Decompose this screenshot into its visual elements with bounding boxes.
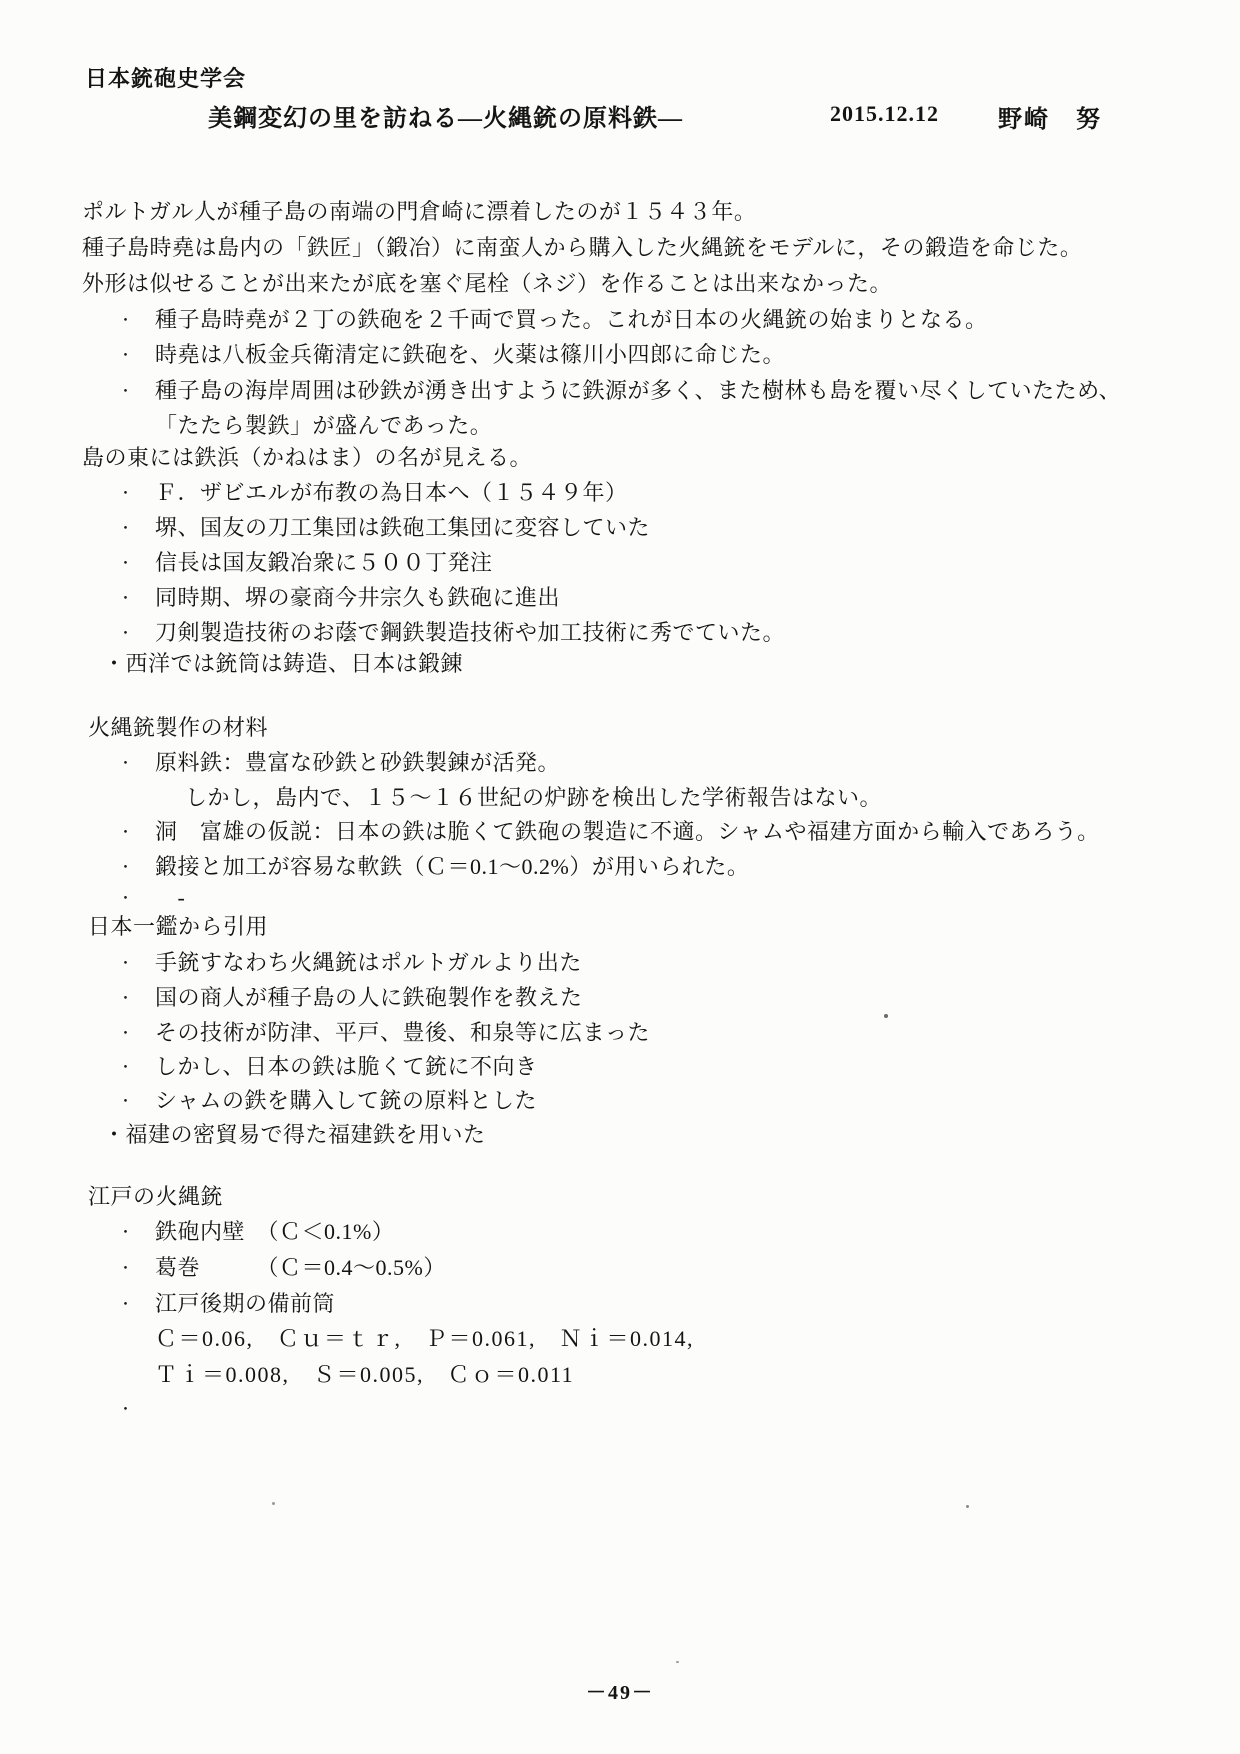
bullet-text: 江戸後期の備前筒 [155, 1291, 336, 1316]
bullet-item [118, 619, 785, 648]
chemical-composition-line: Ｔｉ＝0.008, Ｓ＝0.005, Ｃｏ＝0.011 [155, 1362, 575, 1387]
bullet-item [118, 1290, 335, 1319]
bullet-item [118, 1087, 537, 1116]
bullet-icon: ・ [118, 1026, 134, 1042]
bullet-continuation: しかし，島内で、１５～１６世紀の炉跡を検出した学術報告はない。 [185, 785, 883, 810]
bullet-item [118, 1254, 446, 1283]
dot-item: ・福建の密貿易で得た福建鉄を用いた [103, 1122, 486, 1147]
bullet-icon: ・ [118, 1261, 134, 1277]
bullet-icon: ・ [118, 756, 134, 772]
bullet-icon: ・ [118, 825, 134, 841]
bullet-item [118, 584, 560, 613]
bullet-text: 種子島時堯が２丁の鉄砲を２千両で買った。これが日本の火縄銃の始まりとなる。 [155, 307, 988, 332]
bullet-item-empty [118, 1395, 155, 1424]
bullet-icon: ・ [118, 348, 134, 364]
bullet-text: - [155, 885, 186, 910]
bullet-text: しかし、日本の鉄は脆くて銃に不向き [155, 1054, 538, 1079]
bullet-icon: ・ [118, 1225, 134, 1241]
bullet-icon: ・ [118, 1094, 134, 1110]
bullet-text: 刀剣製造技術のお蔭で鋼鉄製造技術や加工技術に秀でていた。 [155, 620, 786, 645]
bullet-icon: ・ [118, 591, 134, 607]
bullet-item [118, 949, 582, 978]
document-date: 2015.12.12 [830, 101, 939, 126]
paragraph: 外形は似せることが出来たが底を塞ぐ尾栓（ネジ）を作ることは出来なかった。 [82, 271, 893, 296]
bullet-text: 手銃すなわち火縄銃はポルトガルより出た [155, 950, 582, 975]
bullet-text: 洞 富雄の仮説：日本の鉄は脆くて鉄砲の製造に不適。シャムや福建方面から輸入であろう。 [155, 819, 1100, 844]
bullet-text: 堺、国友の刀工集団は鉄砲工集団に変容していた [155, 515, 651, 540]
page-number: －49－ [586, 1682, 654, 1704]
section-heading: 日本一鑑から引用 [88, 914, 269, 939]
bullet-text: 同時期、堺の豪商今井宗久も鉄砲に進出 [155, 585, 561, 610]
bullet-icon: ・ [118, 1060, 134, 1076]
society-name: 日本銃砲史学会 [85, 66, 247, 91]
bullet-item [118, 749, 560, 778]
bullet-item-empty [118, 884, 185, 913]
bullet-icon: ・ [118, 1297, 134, 1313]
bullet-item [118, 549, 493, 578]
bullet-icon: ・ [118, 384, 134, 400]
paragraph: 種子島時堯は島内の「鉄匠」（鍛冶）に南蛮人から購入した火縄銃をモデルに，その鍛造を命じた。 [82, 235, 1083, 260]
bullet-item [118, 1218, 394, 1247]
bullet-text: 国の商人が種子島の人に鉄砲製作を教えた [155, 985, 583, 1010]
bullet-icon: ・ [118, 891, 134, 907]
chemical-composition-line: Ｃ＝0.06, Ｃｕ＝ｔｒ, Ｐ＝0.061, Ｎｉ＝0.014, [155, 1326, 695, 1351]
scan-speck [272, 1502, 275, 1505]
paragraph: ポルトガル人が種子島の南端の門倉崎に漂着したのが１５４３年。 [82, 199, 757, 224]
bullet-icon: ・ [118, 313, 134, 329]
bullet-icon: ・ [118, 1402, 134, 1418]
scan-speck [676, 1661, 679, 1663]
bullet-icon: ・ [118, 956, 134, 972]
bullet-icon: ・ [118, 521, 134, 537]
bullet-icon: ・ [118, 626, 134, 642]
dot-item: ・西洋では銃筒は鋳造、日本は鍛錬 [103, 651, 464, 676]
bullet-text: 葛巻 （Ｃ＝0.4～0.5%） [155, 1255, 446, 1280]
bullet-item [118, 514, 650, 543]
bullet-text: 種子島の海岸周囲は砂鉄が湧き出すように鉄源が多く、また樹林も島を覆い尽くしていたため、 [155, 378, 1122, 403]
bullet-text: その技術が防津、平戸、豊後、和泉等に広まった [155, 1020, 651, 1045]
bullet-continuation: 「たたら製鉄」が盛んであった。 [155, 413, 493, 438]
bullet-text: 信長は国友鍛冶衆に５００丁発注 [155, 550, 493, 575]
bullet-item [118, 818, 1100, 847]
bullet-text: 時堯は八板金兵衛清定に鉄砲を、火薬は篠川小四郎に命じた。 [155, 342, 786, 367]
bullet-icon: ・ [118, 556, 134, 572]
bullet-item [118, 1019, 650, 1048]
scan-speck [884, 1014, 888, 1018]
document-author: 野崎 努 [998, 107, 1102, 133]
scan-speck [966, 1505, 969, 1508]
bullet-icon: ・ [118, 486, 134, 502]
bullet-text: シャムの鉄を購入して銃の原料とした [155, 1088, 538, 1113]
bullet-item [118, 479, 628, 508]
bullet-icon: ・ [118, 860, 134, 876]
bullet-item [118, 341, 785, 370]
paragraph: 島の東には鉄浜（かねはま）の名が見える。 [82, 445, 533, 470]
bullet-icon: ・ [118, 991, 134, 1007]
bullet-item [118, 853, 749, 882]
bullet-item [118, 377, 1121, 406]
bullet-text: 鍛接と加工が容易な軟鉄（Ｃ＝0.1～0.2%）が用いられた。 [155, 854, 750, 879]
bullet-text: 原料鉄：豊富な砂鉄と砂鉄製錬が活発。 [155, 750, 561, 775]
section-heading: 火縄銃製作の材料 [88, 715, 269, 740]
bullet-text: Ｆ．ザビエルが布教の為日本へ（１５４９年） [155, 480, 628, 505]
section-heading: 江戸の火縄銃 [88, 1184, 224, 1209]
bullet-item [118, 1053, 538, 1082]
bullet-item [118, 984, 583, 1013]
bullet-text: 鉄砲内壁 （Ｃ＜0.1%） [155, 1219, 395, 1244]
document-title: 美鋼変幻の里を訪ねる―火縄銃の原料鉄― [208, 106, 683, 132]
bullet-item [118, 306, 988, 335]
